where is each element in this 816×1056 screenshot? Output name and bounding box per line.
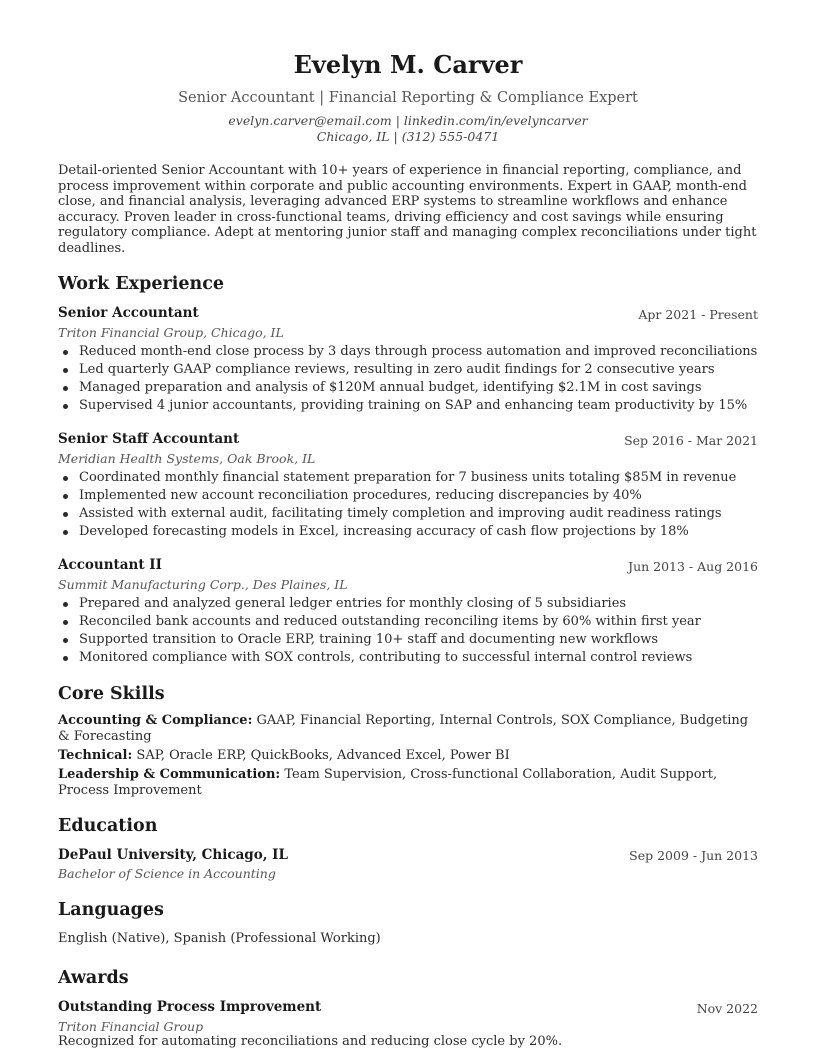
list-item: Monitored compliance with SOX controls, contributing to successful internal control reviews: [58, 649, 763, 667]
job-dates: Apr 2021 - Present: [638, 307, 758, 322]
list-item: Reconciled bank accounts and reduced outstanding reconciling items by 60% within first year: [58, 613, 763, 631]
job-company: Triton Financial Group, Chicago, IL: [58, 325, 284, 340]
job-bullets: [58, 343, 763, 415]
languages-list: English (Native), Spanish (Professional Working): [58, 931, 381, 946]
job-company: Meridian Health Systems, Oak Brook, IL: [58, 451, 316, 466]
skill-group-label: Leadership & Communication:: [58, 767, 281, 782]
section-heading-education: Education: [58, 816, 158, 836]
list-item: Reduced month-end close process by 3 days through process automation and improved reconciliations: [58, 343, 763, 361]
skill-group-value: Team Supervision, Cross-functional Collaboration, Audit Support, Process Improvement: [58, 767, 718, 798]
education-school: DePaul University, Chicago, IL: [58, 847, 288, 863]
skill-group-label: Technical:: [58, 748, 133, 763]
candidate-headline: Senior Accountant | Financial Reporting & Compliance Expert: [178, 90, 638, 106]
award-description: Recognized for automating reconciliations and reducing close cycle by 20%.: [58, 1034, 563, 1049]
job-title: Senior Staff Accountant: [58, 431, 240, 447]
contact-line-email-linkedin: evelyn.carver@email.com | linkedin.com/in/evelyncarver: [228, 113, 588, 128]
list-item: Coordinated monthly financial statement preparation for 7 business units totaling $85M in revenue: [58, 469, 763, 487]
award-date: Nov 2022: [696, 1001, 758, 1016]
skill-group-technical: [58, 748, 763, 764]
section-heading-experience: Work Experience: [58, 274, 224, 294]
contact-line-location-phone: Chicago, IL | (312) 555-0471: [316, 129, 500, 144]
candidate-name: Evelyn M. Carver: [293, 50, 523, 79]
job-dates: Jun 2013 - Aug 2016: [628, 559, 758, 574]
award-title: Outstanding Process Improvement: [58, 999, 322, 1015]
job-title: Accountant II: [58, 557, 162, 573]
award-organization: Triton Financial Group: [58, 1019, 204, 1034]
section-heading-languages: Languages: [58, 900, 164, 920]
job-bullets: [58, 469, 763, 541]
section-heading-skills: Core Skills: [58, 684, 165, 704]
list-item: Supervised 4 junior accountants, providing training on SAP and enhancing team productivity by 15%: [58, 397, 763, 415]
list-item: Supported transition to Oracle ERP, training 10+ staff and documenting new workflows: [58, 631, 763, 649]
job-bullets: [58, 595, 763, 667]
list-item: Developed forecasting models in Excel, increasing accuracy of cash flow projections by 18%: [58, 523, 763, 541]
education-degree: Bachelor of Science in Accounting: [58, 866, 276, 881]
skill-group-value: SAP, Oracle ERP, QuickBooks, Advanced Excel, Power BI: [132, 748, 510, 763]
skill-group-accounting: [58, 713, 763, 744]
list-item: Led quarterly GAAP compliance reviews, resulting in zero audit findings for 2 consecutive years: [58, 361, 763, 379]
skill-group-leadership: [58, 767, 763, 798]
list-item: Implemented new account reconciliation procedures, reducing discrepancies by 40%: [58, 487, 763, 505]
job-title: Senior Accountant: [58, 305, 199, 321]
professional-summary: Detail-oriented Senior Accountant with 10+ years of experience in financial reporting, compliance, and process improvement within corporate and public accounting environments. Expert in GAAP, month-end close, and financial analysis, leveraging advanced ERP systems to streamline workflows and enhance accuracy. Proven leader in cross-functional teams, driving efficiency and cost savings while ensuring regulatory compliance. Adept at mentoring junior staff and managing complex reconciliations under tight deadlines.: [58, 163, 757, 256]
list-item: Prepared and analyzed general ledger entries for monthly closing of 5 subsidiaries: [58, 595, 763, 613]
skill-group-value: GAAP, Financial Reporting, Internal Controls, SOX Compliance, Budgeting & Forecasting: [58, 713, 749, 744]
job-dates: Sep 2016 - Mar 2021: [624, 433, 758, 448]
skill-group-label: Accounting & Compliance:: [58, 713, 253, 728]
job-company: Summit Manufacturing Corp., Des Plaines, IL: [58, 577, 348, 592]
section-heading-awards: Awards: [58, 968, 129, 988]
list-item: Managed preparation and analysis of $120M annual budget, identifying $2.1M in cost savings: [58, 379, 763, 397]
list-item: Assisted with external audit, facilitating timely completion and improving audit readiness ratings: [58, 505, 763, 523]
education-dates: Sep 2009 - Jun 2013: [629, 848, 758, 863]
